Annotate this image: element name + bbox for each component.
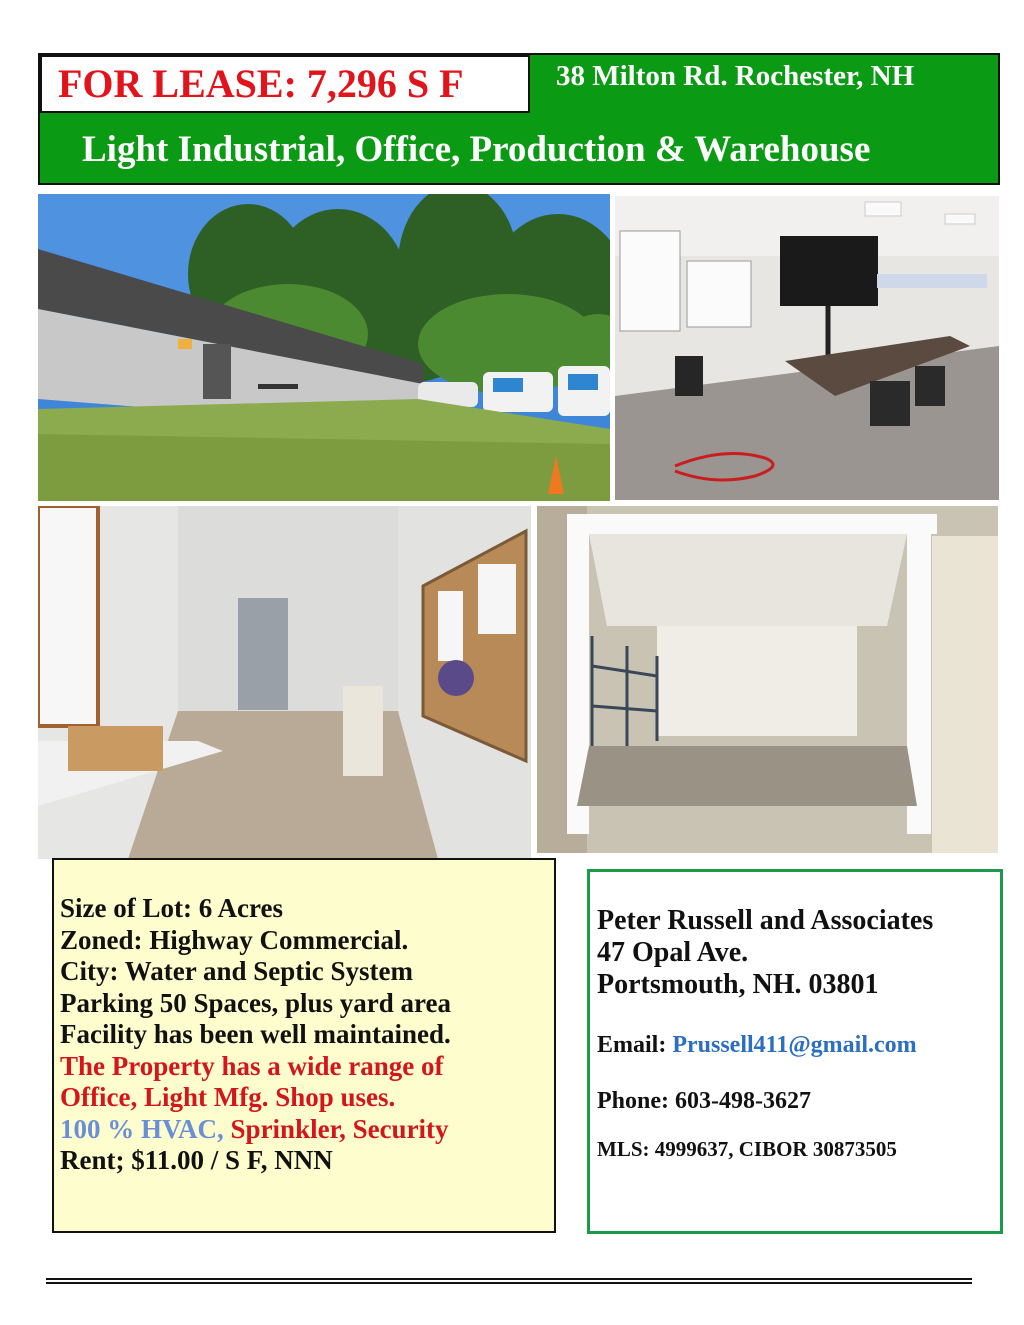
lot-size: Size of Lot: 6 Acres [60,893,283,923]
hallway-photo [38,506,531,859]
lease-title-box [40,55,530,113]
conference-room-photo [615,196,999,500]
email-line [597,1032,917,1059]
footer-divider [46,1278,972,1284]
uses-line-1: The Property has a wide range of [60,1050,444,1081]
amenities-line [60,1114,451,1146]
property-type-subtitle: Light Industrial, Office, Production & Warehouse [82,129,871,170]
street-address: 47 Opal Ave. [597,937,749,968]
company-name: Peter Russell and Associates [597,905,934,936]
lease-title: FOR LEASE: 7,296 S F [58,61,464,106]
rent: Rent; $11.00 / S F, NNN [60,1145,333,1175]
facility-condition: Facility has been well maintained. [60,1019,451,1049]
contact-address-block [597,905,933,1001]
hvac-text: 100 % HVAC, [60,1113,224,1144]
mls-line: MLS: 4999637, CIBOR 30873505 [597,1137,897,1161]
utilities: City: Water and Septic System [60,956,413,986]
parking: Parking 50 Spaces, plus yard area [60,987,452,1018]
property-address: 38 Milton Rd. Rochester, NH [556,60,915,92]
city-state-zip: Portsmouth, NH. 03801 [597,969,879,1000]
warehouse-photo [537,506,998,853]
uses-line-2: Office, Light Mfg. Shop uses. [60,1082,396,1112]
exterior-photo [38,194,610,501]
zoning: Zoned: Highway Commercial. [60,924,409,955]
property-details-list [60,893,451,1177]
email-label: Email: [597,1032,673,1058]
phone-line: Phone: 603-498-3627 [597,1088,811,1114]
sprinkler-security-text: Sprinkler, Security [223,1113,449,1144]
email-link[interactable]: Prussell411@gmail.com [672,1032,917,1058]
